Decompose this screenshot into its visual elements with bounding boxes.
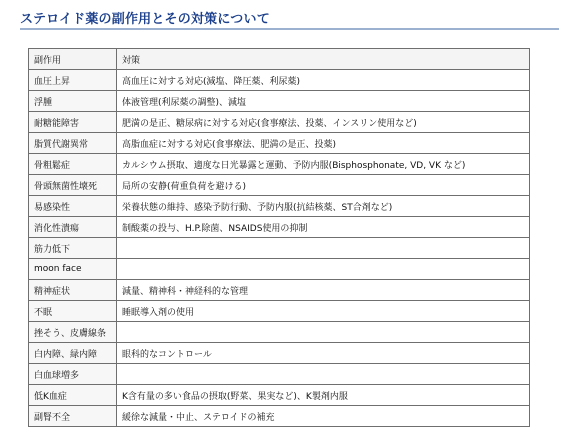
side-effect-cell: 浮腫 <box>29 91 117 112</box>
countermeasure-cell: 睡眠導入剤の使用 <box>117 301 530 322</box>
table-row <box>29 406 530 427</box>
side-effect-cell: 消化性潰瘍 <box>29 217 117 238</box>
side-effect-cell: 副腎不全 <box>29 406 117 427</box>
table-row <box>29 175 530 196</box>
side-effect-cell: 白内障、緑内障 <box>29 343 117 364</box>
countermeasure-cell <box>117 259 530 280</box>
countermeasure-cell: 体液管理(利尿薬の調整)、減塩 <box>117 91 530 112</box>
page-title: ステロイド薬の副作用とその対策について <box>20 12 270 27</box>
side-effect-cell: 挫そう、皮膚線条 <box>29 322 117 343</box>
countermeasure-cell: K含有量の多い食品の摂取(野菜、果実など)、K製剤内服 <box>117 385 530 406</box>
side-effect-cell: 耐糖能障害 <box>29 112 117 133</box>
table-row <box>29 364 530 385</box>
side-effect-cell: 骨粗鬆症 <box>29 154 117 175</box>
side-effect-cell: 精神症状 <box>29 280 117 301</box>
countermeasure-cell <box>117 322 530 343</box>
countermeasure-cell: カルシウム摂取、適度な日光暴露と運動、予防内服(Bisphosphonate, VD, VK など) <box>117 154 530 175</box>
table-header-row <box>29 49 530 70</box>
countermeasure-cell: 肥満の是正、糖尿病に対する対応(食事療法、投薬、インスリン使用など) <box>117 112 530 133</box>
side-effect-cell: 易感染性 <box>29 196 117 217</box>
countermeasure-cell <box>117 364 530 385</box>
countermeasure-cell: 局所の安静(荷重負荷を避ける) <box>117 175 530 196</box>
side-effect-cell: 血圧上昇 <box>29 70 117 91</box>
table-row <box>29 238 530 259</box>
table-row <box>29 343 530 364</box>
side-effect-cell: moon face <box>29 259 117 280</box>
side-effect-cell: 骨頭無菌性壊死 <box>29 175 117 196</box>
table-row <box>29 217 530 238</box>
side-effects-table <box>28 48 530 427</box>
header-side-effect: 副作用 <box>29 49 117 70</box>
countermeasure-cell: 高血圧に対する対応(減塩、降圧薬、利尿薬) <box>117 70 530 91</box>
table-row <box>29 154 530 175</box>
countermeasure-cell: 高脂血症に対する対応(食事療法、肥満の是正、投薬) <box>117 133 530 154</box>
table-row <box>29 70 530 91</box>
table-row <box>29 385 530 406</box>
table-row <box>29 133 530 154</box>
title-divider <box>20 28 559 30</box>
side-effect-cell: 白血球増多 <box>29 364 117 385</box>
table-row <box>29 259 530 280</box>
side-effect-cell: 脂質代謝異常 <box>29 133 117 154</box>
countermeasure-cell: 栄養状態の維持、感染予防行動、予防内服(抗結核薬、ST合剤など) <box>117 196 530 217</box>
table-row <box>29 196 530 217</box>
countermeasure-cell <box>117 238 530 259</box>
countermeasure-cell: 眼科的なコントロール <box>117 343 530 364</box>
header-countermeasure: 対策 <box>117 49 530 70</box>
countermeasure-cell: 緩徐な減量・中止、ステロイドの補充 <box>117 406 530 427</box>
table-row <box>29 280 530 301</box>
table-row <box>29 112 530 133</box>
table-row <box>29 301 530 322</box>
countermeasure-cell: 減量、精神科・神経科的な管理 <box>117 280 530 301</box>
table-row <box>29 91 530 112</box>
side-effect-cell: 筋力低下 <box>29 238 117 259</box>
table-row <box>29 322 530 343</box>
countermeasure-cell: 制酸薬の投与、H.P.除菌、NSAIDS使用の抑制 <box>117 217 530 238</box>
side-effect-cell: 低K血症 <box>29 385 117 406</box>
table-body <box>29 70 530 427</box>
side-effect-cell: 不眠 <box>29 301 117 322</box>
